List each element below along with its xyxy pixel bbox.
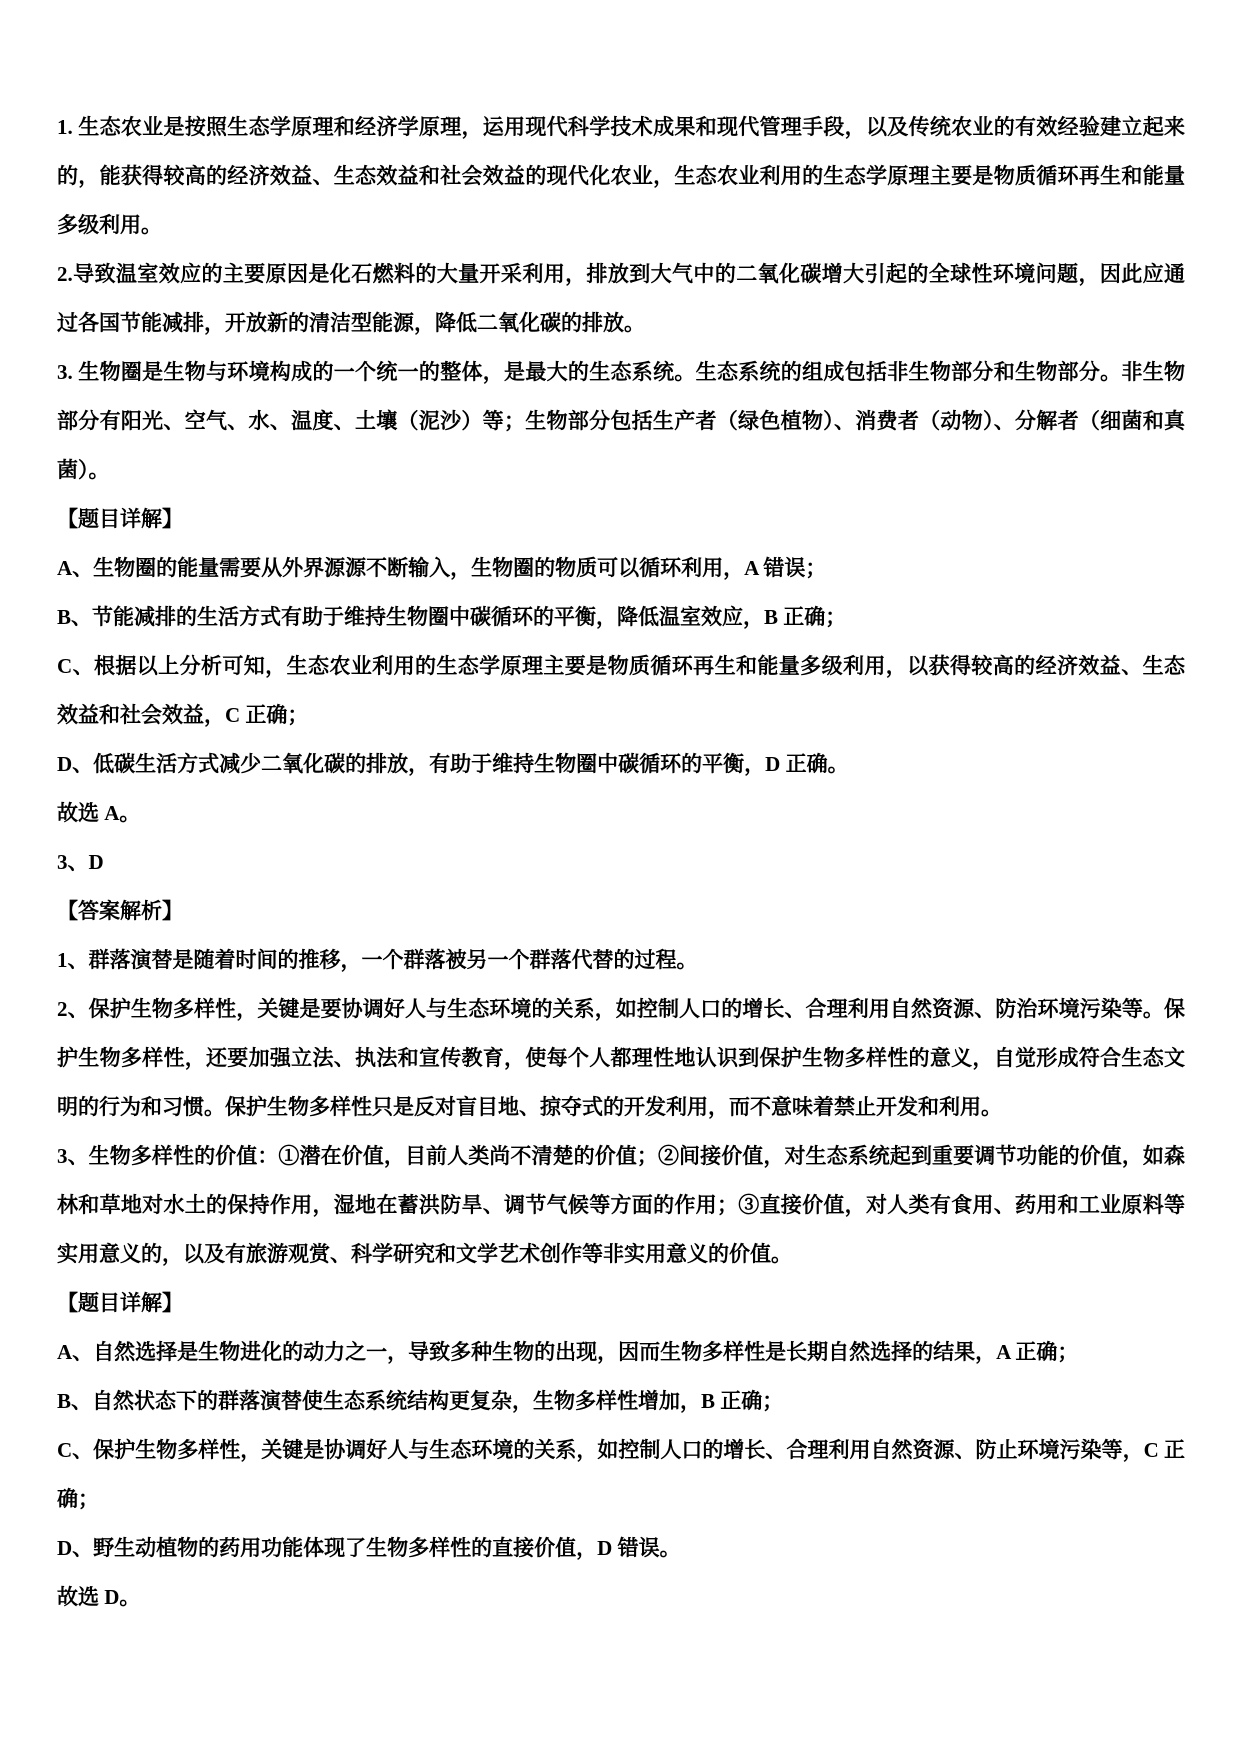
answer-selection-d: 故选 D。 (57, 1585, 141, 1609)
option-a-analysis-q3: A、自然选择是生物进化的动力之一，导致多种生物的出现，因而生物多样性是长期自然选择的结果，A 正确； (57, 1340, 1079, 1364)
option-b-analysis: B、节能减排的生活方式有助于维持生物圈中碳循环的平衡，降低温室效应，B 正确； (57, 605, 847, 629)
answer-selection-a: 故选 A。 (57, 801, 141, 825)
analysis-point-q3-2: 2、保护生物多样性，关键是要协调好人与生态环境的关系，如控制人口的增长、合理利用自然资源、防治环境污染等。保护生物多样性，还要加强立法、执法和宣传教育，使每个人都理性地认识到保护生物多样性的意义，自觉形成符合生态文明的行为和习惯。保护生物多样性只是反对盲目地、掠夺式的开发利用，而不意味着禁止开发和利用。 (57, 997, 1185, 1119)
analysis-point-3: 3. 生物圈是生物与环境构成的一个统一的整体，是最大的生态系统。生态系统的组成包括非生物部分和生物部分。非生物部分有阳光、空气、水、温度、土壤（泥沙）等；生物部分包括生产者（绿色植物）、消费者（动物）、分解者（细菌和真菌）。 (57, 360, 1185, 482)
question-3-answer: 3、D (57, 850, 104, 874)
analysis-point-1: 1. 生态农业是按照生态学原理和经济学原理，运用现代科学技术成果和现代管理手段，以及传统农业的有效经验建立起来的，能获得较高的经济效益、生态效益和社会效益的现代化农业，生态农业利用的生态学原理主要是物质循环再生和能量多级利用。 (57, 115, 1185, 237)
option-c-analysis-q3: C、保护生物多样性，关键是协调好人与生态环境的关系，如控制人口的增长、合理利用自然资源、防止环境污染等，C 正确； (57, 1438, 1185, 1511)
option-c-analysis: C、根据以上分析可知，生态农业利用的生态学原理主要是物质循环再生和能量多级利用，以获得较高的经济效益、生态效益和社会效益，C 正确； (57, 654, 1185, 727)
option-a-analysis: A、生物圈的能量需要从外界源源不断输入，生物圈的物质可以循环利用，A 错误； (57, 556, 827, 580)
answer-analysis-header: 【答案解析】 (57, 899, 183, 923)
question-detail-header: 【题目详解】 (57, 507, 183, 531)
document-text-block (57, 103, 1185, 1622)
analysis-point-q3-1: 1、群落演替是随着时间的推移，一个群落被另一个群落代替的过程。 (57, 948, 698, 972)
analysis-point-2: 2.导致温室效应的主要原因是化石燃料的大量开采利用，排放到大气中的二氧化碳增大引起的全球性环境问题，因此应通过各国节能减排，开放新的清洁型能源，降低二氧化碳的排放。 (57, 262, 1185, 335)
analysis-point-q3-3: 3、生物多样性的价值：①潜在价值，目前人类尚不清楚的价值；②间接价值，对生态系统起到重要调节功能的价值，如森林和草地对水土的保持作用，湿地在蓄洪防旱、调节气候等方面的作用；③直接价值，对人类有食用、药用和工业原料等实用意义的，以及有旅游观赏、科学研究和文学艺术创作等非实用意义的价值。 (57, 1144, 1185, 1266)
option-d-analysis: D、低碳生活方式减少二氧化碳的排放，有助于维持生物圈中碳循环的平衡，D 正确。 (57, 752, 849, 776)
option-b-analysis-q3: B、自然状态下的群落演替使生态系统结构更复杂，生物多样性增加，B 正确； (57, 1389, 784, 1413)
option-d-analysis-q3: D、野生动植物的药用功能体现了生物多样性的直接价值，D 错误。 (57, 1536, 681, 1560)
question-detail-header-2: 【题目详解】 (57, 1291, 183, 1315)
